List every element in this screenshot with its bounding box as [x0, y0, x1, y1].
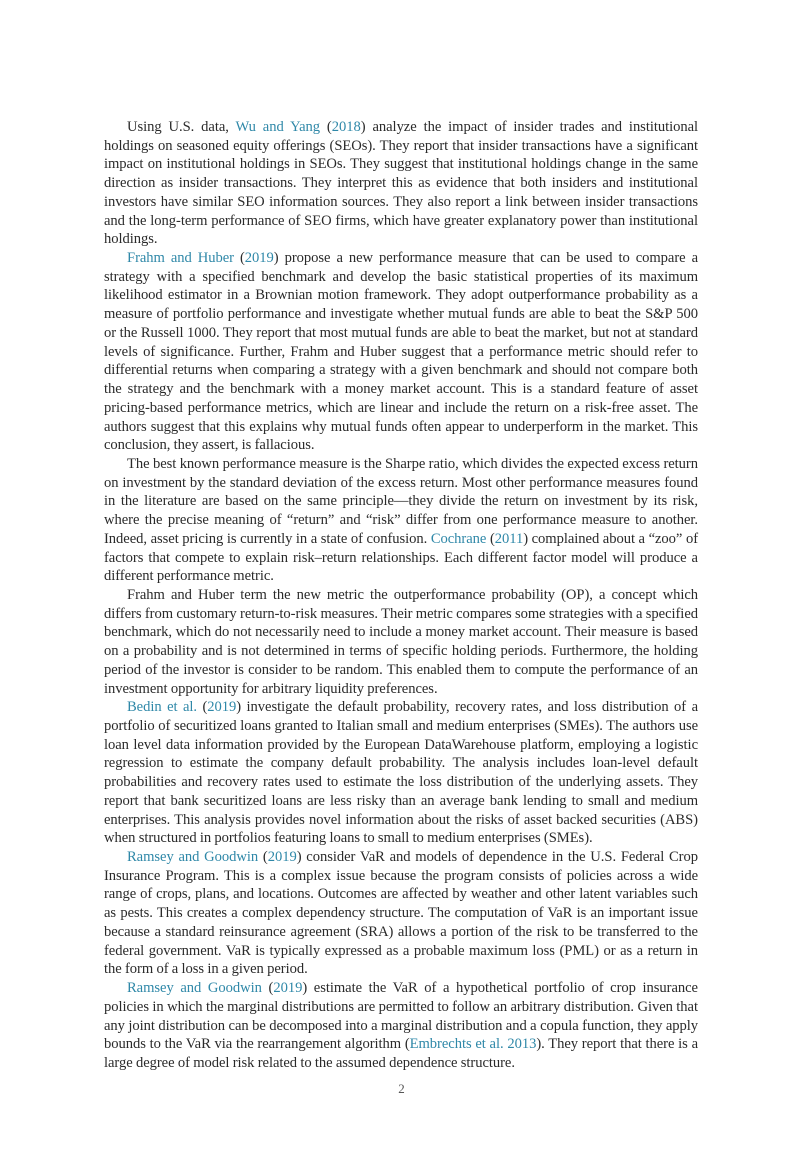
text-run: Using U.S. data,	[127, 119, 236, 135]
paragraph-wu-yang	[104, 118, 698, 249]
citation-link-bedin[interactable]: Bedin et al.	[127, 699, 197, 716]
text-run: ) consider VaR and models of dependence in the U.S. Federal Crop Insurance Program. This is a complex issue because the program consists of policies across a wide range of crops, plans, and locations. Outcomes are affected by weather and other latent variables such as pests. This creates a complex dependency structure. The computation of VaR is an important issue because a standard reinsurance agreement (SRA) allows a portion of the risk to be transferred to the federal government. VaR is typically expressed as a probable maximum loss (PML) or as a return in the form of a loss in a given period.	[104, 849, 698, 978]
citation-link-frahm-huber[interactable]: Frahm and Huber	[127, 250, 234, 267]
text-run: ) investigate the default probability, recovery rates, and loss distribution of a portfolio of securitized loans granted to Italian small and medium enterprises (SMEs). The authors use loan level data information provided by the European DataWarehouse platform, employing a logistic regression to estimate the company default probability. The analysis includes loan-level default probabilities and recovery rates used to estimate the loss distribution of the underlying assets. They report that bank securitized loans are less risky than an average bank lending to small and medium enterprises. This analysis provides novel information about the risks of asset backed securities (ABS) when structured in portfolios featuring loans to small to medium enterprises (SMEs).	[104, 699, 699, 847]
citation-year-link[interactable]: 2018	[331, 119, 361, 135]
paragraph-outperformance-probability	[104, 586, 698, 698]
paragraph-sharpe-ratio	[104, 455, 698, 586]
text-run: ) propose a new performance measure that can be used to compare a strategy with a specified benchmark and develop the basic statistical properties of its maximum likelihood estimator in a Brownian motion framework. They adopt outperformance probability as a measure of portfolio performance and investigate whether mutual funds are able to beat the S&P 500 or the Russell 1000. They report that most mutual funds are able to beat the market, but not at standard levels of significance. Further, Frahm and Huber suggest that a performance metric should refer to differential returns when comparing a strategy with a given benchmark and should not compare both the strategy and the benchmark with a money market account. This is a standard feature of asset pricing-based performance metrics, which are linear and include the return on a risk-free asset. The authors suggest that this explains why mutual funds often appear to underperform in the market. This conclusion, they assert, is fallacious.	[104, 250, 698, 454]
text-run: (	[261, 980, 274, 997]
page-number: 2	[398, 1081, 405, 1096]
paragraph-ramsey-goodwin-2	[104, 979, 698, 1073]
citation-year-link[interactable]: 2019	[273, 980, 303, 997]
text-run: ) complained about a “zoo” of factors that compete to explain risk–return relationships. Each different factor model will produce a different performance metric.	[104, 530, 698, 585]
citation-link-wu-yang[interactable]: Wu and Yang	[235, 119, 321, 135]
citation-link-cochrane[interactable]: Cochrane	[430, 530, 487, 547]
citation-link-embrechts[interactable]: Embrechts et al. 2013	[409, 1036, 537, 1053]
citation-year-link[interactable]: 2019	[244, 250, 274, 267]
paragraph-bedin	[104, 698, 698, 848]
citation-year-link[interactable]: 2019	[207, 699, 237, 716]
citation-link-ramsey-goodwin[interactable]: Ramsey and Goodwin	[127, 980, 262, 997]
text-run: (	[197, 699, 208, 716]
text-run: ). They report that there is a large degree of model risk related to the assumed dependence structure.	[104, 1036, 698, 1071]
body-text	[104, 118, 698, 1073]
text-run: The best known performance measure is the Sharpe ratio, which divides the expected excess return on investment by the standard deviation of the excess return. Most other performance measures found in the literature are based on the same principle—they divide the return on investment by its risk, where the precise meaning of “return” and “risk” differ from one performance measure to another. Indeed, asset pricing is currently in a state of confusion.	[104, 455, 698, 547]
text-run: (	[320, 119, 332, 135]
text-run: (	[486, 530, 495, 547]
paragraph-frahm-huber	[104, 249, 698, 455]
text-run: (	[233, 250, 245, 267]
citation-link-ramsey-goodwin[interactable]: Ramsey and Goodwin	[127, 849, 259, 866]
text-run: Frahm and Huber term the new metric the outperformance probability (OP), a concept which differs from customary return-to-risk measures. Their metric compares some strategies with a specified benchmark, which do not necessarily need to include a money market account. Their measure is based on a probability and is not determined in terms of specific holding periods. Furthermore, the holding period of the investor is consider to be random. This enabled them to compute the performance of an investment opportunity for arbitrary liquidity preferences.	[104, 586, 698, 697]
citation-year-link[interactable]: 2019	[267, 849, 297, 866]
citation-year-link[interactable]: 2011	[494, 530, 524, 547]
paragraph-ramsey-goodwin-1	[104, 848, 698, 979]
text-run: (	[258, 849, 268, 866]
text-run: ) analyze the impact of insider trades and institutional holdings on seasoned equity offerings (SEOs). They report that insider transactions have a significant impact on institutional holdings in SEOs. They suggest that institutional holdings change in the same direction as insider transactions. They interpret this as evidence that both insiders and institutional investors have similar SEO information sources. They also report a link between insider transactions and the long-term performance of SEO firms, which have greater explanatory power than institutional holdings.	[104, 119, 699, 248]
text-run: ) estimate the VaR of a hypothetical portfolio of crop insurance policies in which the marginal distributions are permitted to follow an arbitrary distribution. Given that any joint distribution can be decomposed into a marginal distribution and a copula function, they apply bounds to the VaR via the rearrangement algorithm (	[104, 980, 698, 1053]
